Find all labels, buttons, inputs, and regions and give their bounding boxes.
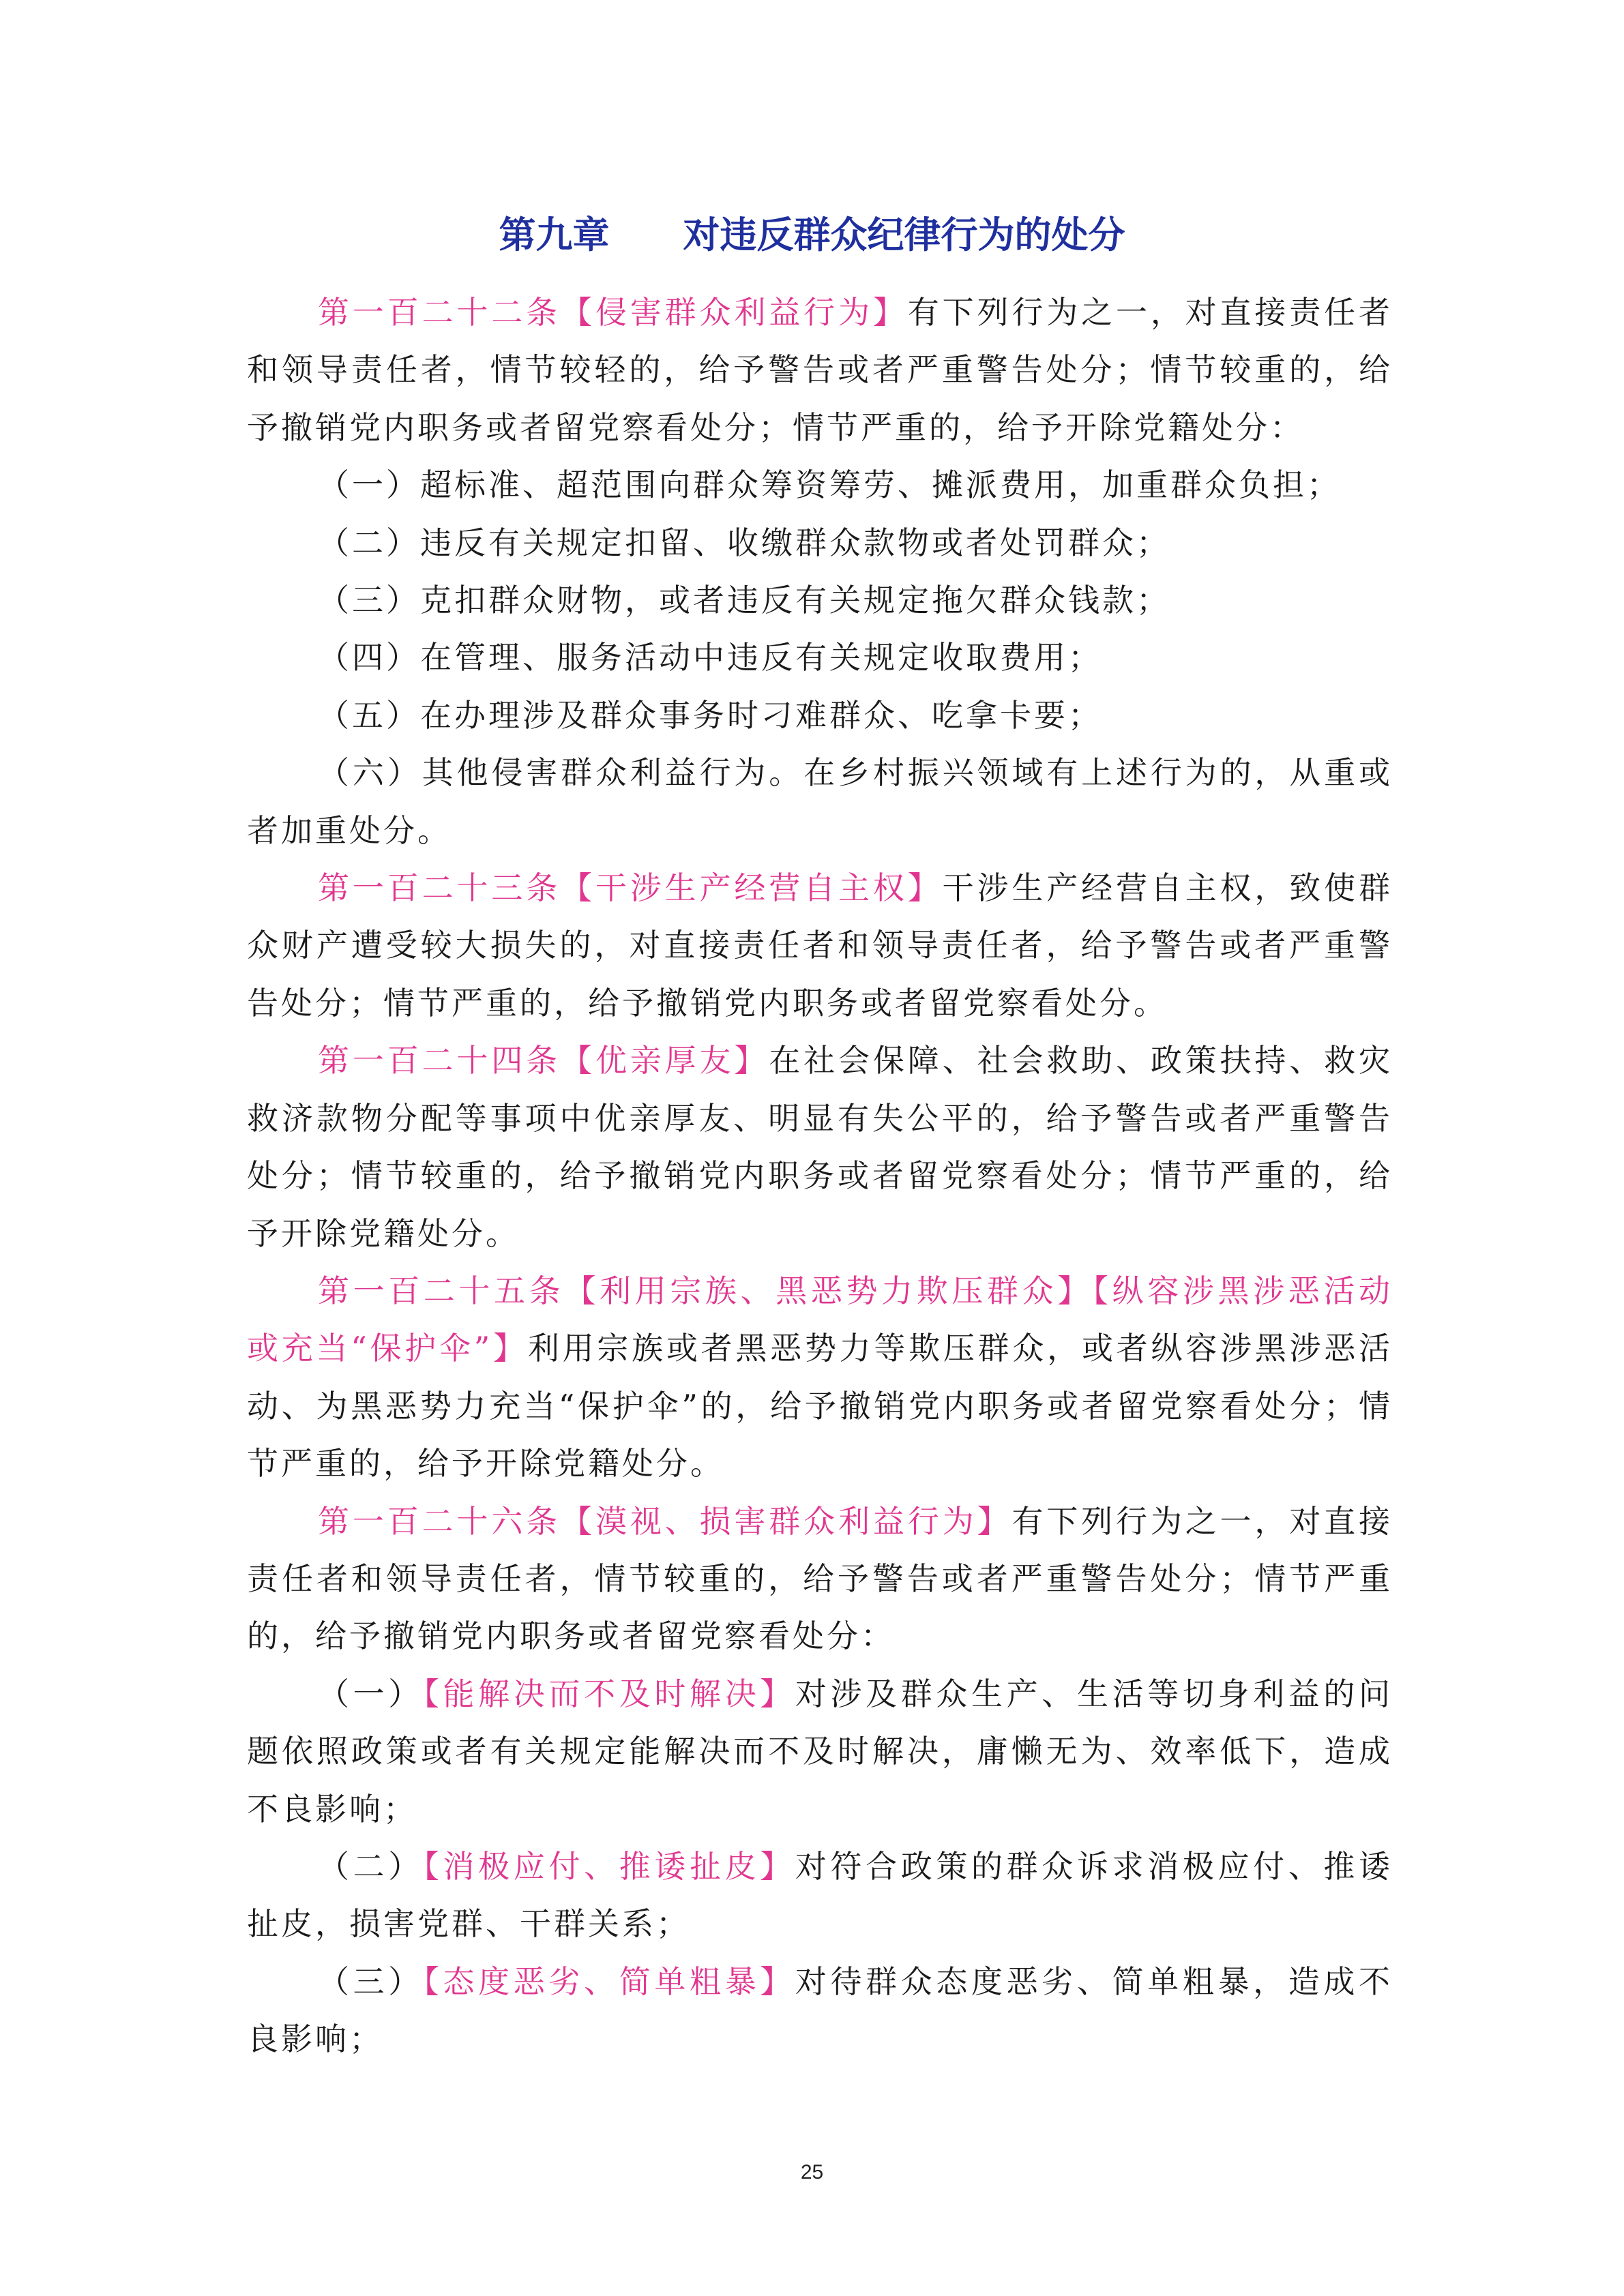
- article-text: 利用宗族或者黑恶势力等欺压群众，或者纵容涉黑涉恶活动、为黑恶势力充当“保护伞”的，给予撤销党内职务或者留党察看处分；情节严重的，给予开除党籍处分。: [247, 1330, 1393, 1482]
- article-heading: 【侵害群众利益行为】: [561, 294, 908, 331]
- item-prefix: （一）: [318, 1675, 424, 1712]
- list-item: [247, 1953, 1393, 2068]
- list-item: （四）在管理、服务活动中违反有关规定收取费用；: [318, 639, 1102, 676]
- article-heading: 【优亲厚友】: [561, 1042, 769, 1079]
- page-number: 25: [800, 2161, 824, 2183]
- article-122: [247, 284, 1393, 456]
- article-125: [247, 1262, 1393, 1493]
- article-number: 第一百二十三条: [318, 869, 561, 907]
- article-number: 第一百二十五条: [318, 1272, 565, 1309]
- list-item: [247, 1665, 1393, 1838]
- list-item: （六）其他侵害群众利益行为。在乡村振兴领域有上述行为的，从重或者加重处分。: [247, 754, 1393, 849]
- item-prefix: （二）: [318, 1847, 424, 1885]
- item-heading: 【消极应付、推诿扯皮】: [423, 1847, 795, 1885]
- article-number: 第一百二十二条: [318, 294, 561, 331]
- article-heading: 【漠视、损害群众利益行为】: [561, 1502, 1012, 1540]
- list-item: （三）克扣群众财物，或者违反有关规定拖欠群众钱款；: [318, 582, 1170, 619]
- article-124: [247, 1032, 1393, 1262]
- article-heading: 【干涉生产经营自主权】: [561, 869, 943, 907]
- item-text: 对涉及群众生产、生活等切身利益的问题依照政策或者有关规定能解决而不及时解决，庸懒无为、效率低下，造成不良影响；: [247, 1675, 1393, 1828]
- list-item: （五）在办理涉及群众事务时刁难群众、吃拿卡要；: [318, 696, 1102, 734]
- item-prefix: （三）: [318, 1963, 424, 2000]
- document-body: [247, 284, 1393, 2068]
- item-text: 对符合政策的群众诉求消极应付、推诿扯皮，损害党群、干群关系；: [247, 1847, 1393, 1943]
- article-126: [247, 1493, 1393, 1665]
- article-number: 第一百二十六条: [318, 1502, 561, 1540]
- list-item: （二）违反有关规定扣留、收缴群众款物或者处罚群众；: [318, 524, 1170, 561]
- article-text: 干涉生产经营自主权，致使群众财产遭受较大损失的，对直接责任者和领导责任者，给予警告或者严重警告处分；情节严重的，给予撤销党内职务或者留党察看处分。: [247, 869, 1393, 1022]
- chapter-title: 第九章 对违反群众纪律行为的处分: [499, 213, 1125, 256]
- article-text: 有下列行为之一，对直接责任者和领导责任者，情节较重的，给予警告或者严重警告处分；情节严重的，给予撤销党内职务或者留党察看处分：: [247, 1502, 1393, 1655]
- list-item: [247, 1838, 1393, 1953]
- article-text: 在社会保障、社会救助、政策扶持、救灾救济款物分配等事项中优亲厚友、明显有失公平的，给予警告或者严重警告处分；情节较重的，给予撤销党内职务或者留党察看处分；情节严重的，给予开除党籍处分。: [247, 1042, 1393, 1252]
- article-123: [247, 859, 1393, 1032]
- article-text: 有下列行为之一，对直接责任者和领导责任者，情节较轻的，给予警告或者严重警告处分；情节较重的，给予撤销党内职务或者留党察看处分；情节严重的，给予开除党籍处分：: [247, 294, 1393, 446]
- list-item: （一）超标准、超范围向群众筹资筹劳、摊派费用，加重群众负担；: [318, 466, 1341, 504]
- item-heading: 【态度恶劣、简单粗暴】: [423, 1963, 795, 2000]
- item-text: 对待群众态度恶劣、简单粗暴，造成不良影响；: [247, 1963, 1393, 2058]
- article-number: 第一百二十四条: [318, 1042, 561, 1079]
- item-heading: 【能解决而不及时解决】: [423, 1675, 795, 1712]
- article-heading: 【利用宗族、黑恶势力欺压群众】【纵容涉黑涉恶活动或充当“保护伞”】: [247, 1272, 1393, 1367]
